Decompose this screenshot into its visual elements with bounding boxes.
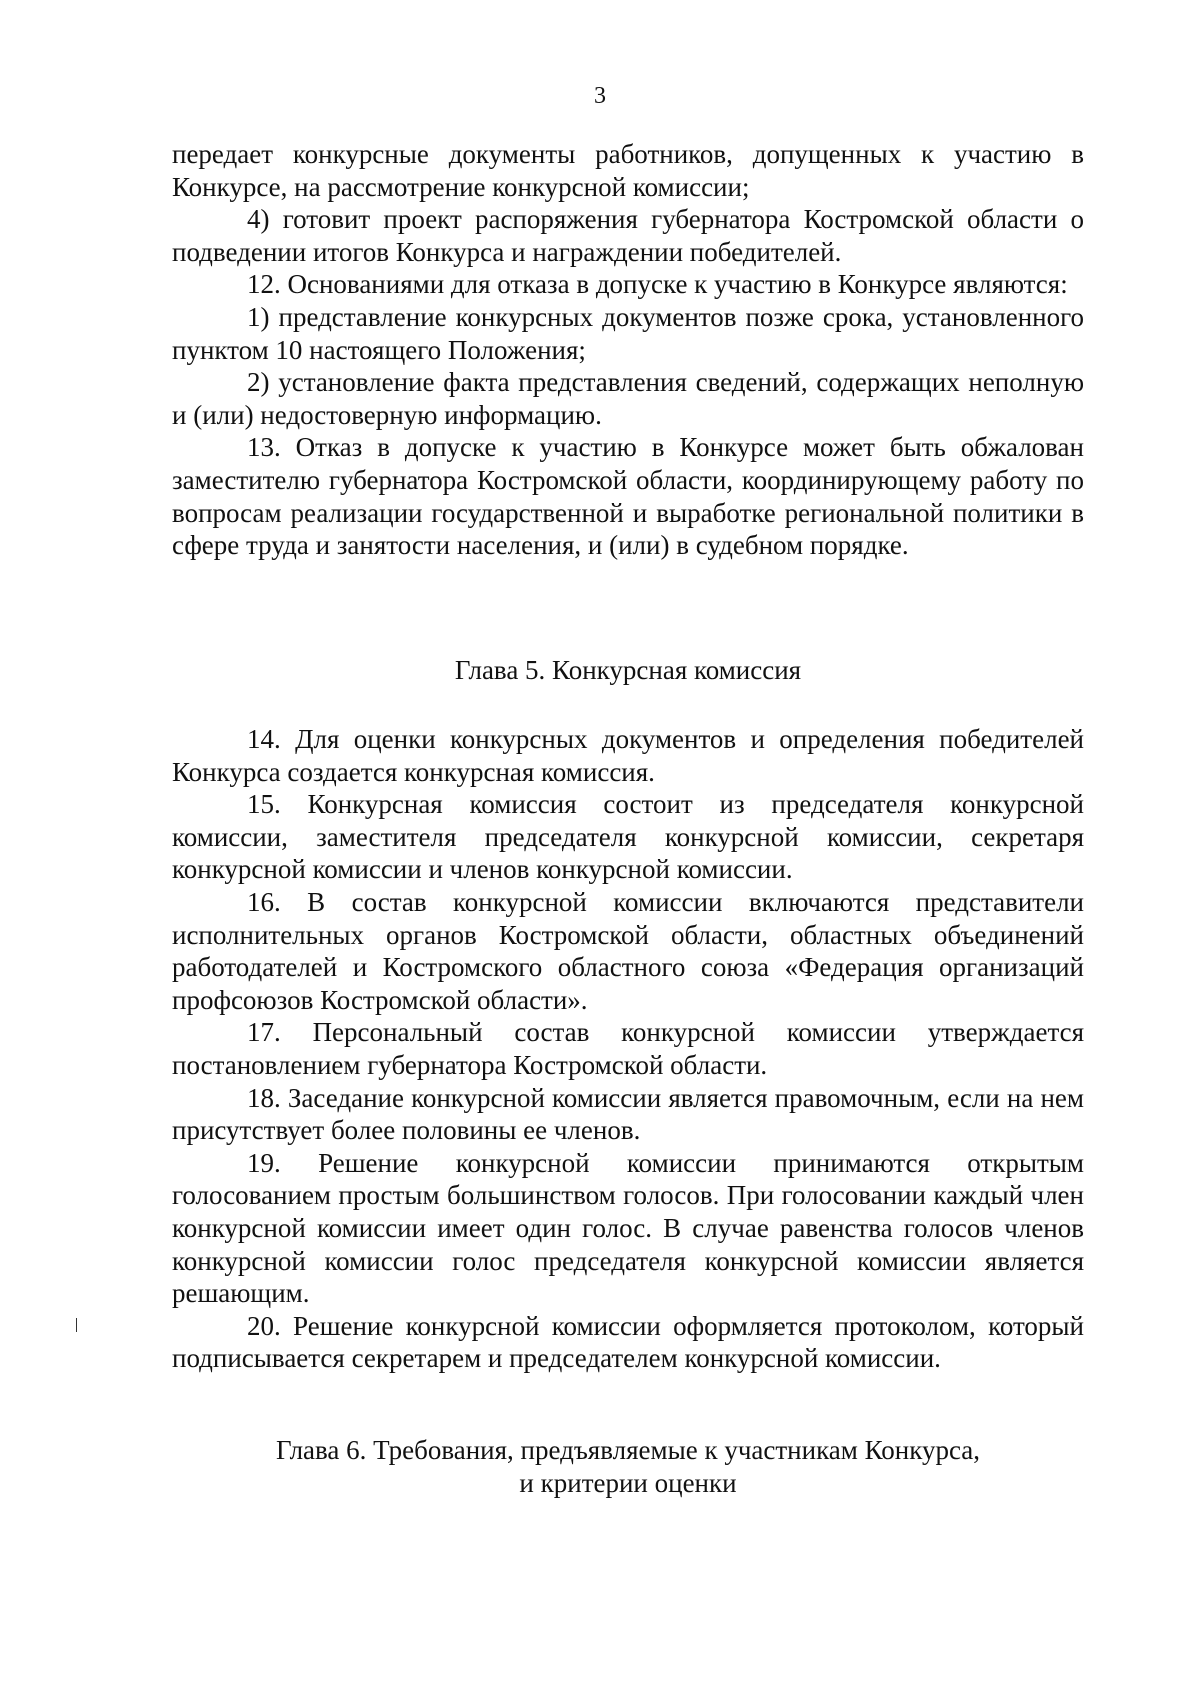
chapter-5-heading: Глава 5. Конкурсная комиссия [454, 655, 802, 685]
paragraph-item-4: 4) готовит проект распоряжения губернатора Костромской области о подведении итогов Конкурса и награждении победителей. [172, 204, 1084, 267]
paragraph-20: 20. Решение конкурсной комиссии оформляется протоколом, который подписывается секретарем и председателем конкурсной комиссии. [172, 1310, 1084, 1374]
paragraph-12: 12. Основаниями для отказа в допуске к участию в Конкурсе являются: [247, 269, 1068, 300]
chapter-6-heading-line-2: и критерии оценки [519, 1467, 737, 1498]
text-block-upper [172, 138, 1084, 562]
chapter-6-heading-line-1: Глава 6. Требования, предъявляемые к участникам Конкурса, [275, 1435, 980, 1465]
paragraph-16: 16. В состав конкурсной комиссии включаются представители исполнительных органов Костромской области, областных объединений работодателей и Костромского областного союза «Федерация организаций профсоюзов Костромской области». [172, 886, 1084, 1015]
paragraph-18: 18. Заседание конкурсной комиссии является правомочным, если на нем присутствует более половины ее членов. [172, 1082, 1084, 1146]
paragraph-17: 17. Персональный состав конкурсной комиссии утверждается постановлением губернатора Костромской области. [172, 1017, 1084, 1080]
scan-margin-mark [76, 1318, 77, 1332]
paragraph-13: 13. Отказ в допуске к участию в Конкурсе может быть обжалован заместителю губернатора Костромской области, координирующему работу по вопросам реализации государственной и выработке региональной политики в сфере труда и занятости населения, и (или) в судебном порядке. [172, 432, 1084, 561]
paragraph-continuation: передает конкурсные документы работников, допущенных к участию в Конкурсе, на рассмотрение конкурсной комиссии; [172, 139, 1084, 202]
paragraph-15: 15. Конкурсная комиссия состоит из председателя конкурсной комиссии, заместителя председателя конкурсной комиссии, секретаря конкурсной комиссии и членов конкурсной комиссии. [172, 789, 1084, 885]
paragraph-12-item-2: 2) установление факта представления сведений, содержащих неполную и (или) недостоверную информацию. [172, 367, 1084, 430]
paragraph-12-item-1: 1) представление конкурсных документов позже срока, установленного пунктом 10 настоящего Положения; [172, 301, 1084, 365]
page-number: 3 [594, 83, 606, 109]
chapter-6-heading [172, 1434, 1084, 1499]
paragraph-14: 14. Для оценки конкурсных документов и определения победителей Конкурса создается конкурсная комиссия. [172, 724, 1084, 787]
text-block-chapter-5 [172, 723, 1084, 1375]
paragraph-19: 19. Решение конкурсной комиссии принимаются открытым голосованием простым большинством голосов. При голосовании каждый член конкурсной комиссии имеет один голос. В случае равенства голосов членов конкурсной комиссии голос председателя конкурсной комиссии является решающим. [172, 1147, 1084, 1309]
